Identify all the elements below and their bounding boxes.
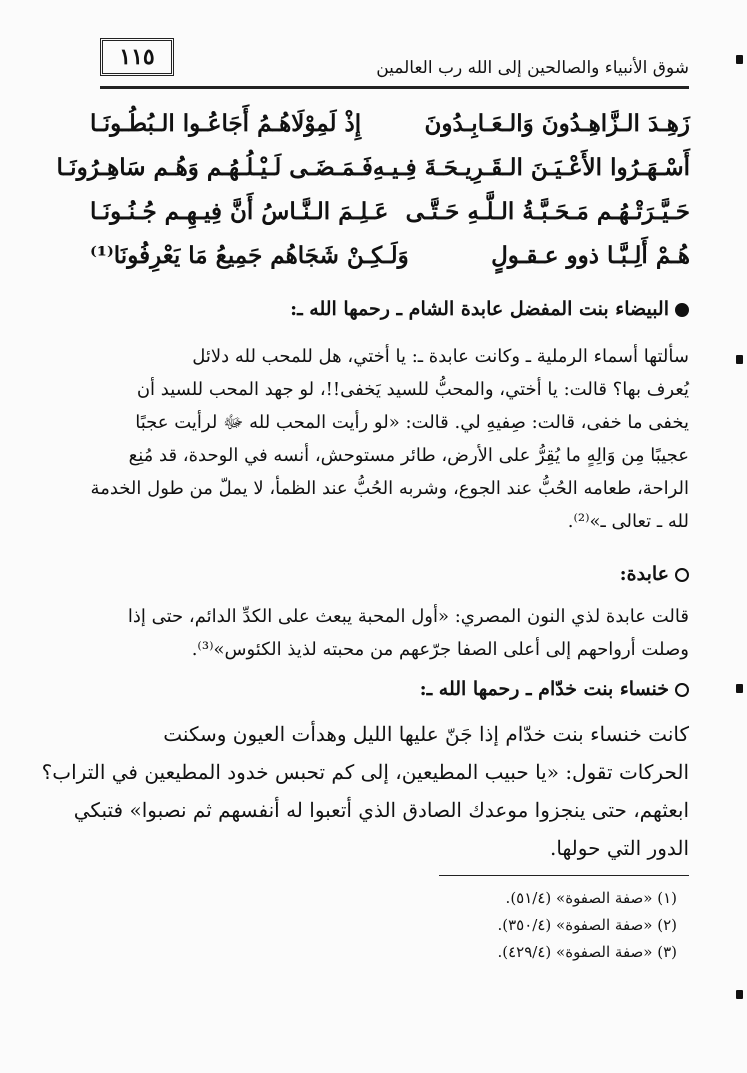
paragraph-line: يخفى ما خفى، قالت: صِفيهِ لي. قالت: «لو رأيت المحب لله ﷻ لرأيت عجبًا	[135, 412, 689, 433]
margin-mark	[736, 355, 743, 364]
poem-verse	[90, 198, 690, 242]
paragraph-line: الراحة، طعامه الحُبُّ عند الجوع، وشربه الحُبُّ عند الظمأ، لا يملّ من طول الخدمة	[90, 478, 689, 499]
page-number	[100, 38, 174, 76]
section-paragraph	[49, 600, 689, 666]
margin-mark	[736, 684, 743, 693]
footnote-divider	[439, 875, 689, 876]
section-heading	[420, 678, 689, 700]
paragraph-line: يُعرف بها؟ قالت: يا أختي، والمحبُّ للسيد يَخفى!!، لو جهد المحب للسيد أن	[136, 379, 689, 400]
verse-second-hemistich: فَـمَـضَـى لَـيْـلُـهُـم وَهُـم سَاهِـرُونَـا	[56, 154, 373, 181]
page-number-text: ١١٥	[119, 44, 155, 70]
verse-first-hemistich: أَسْـهَـرُوا الأَعْـيَـنَ الـقَـرِيـحَـةَ فِـيـهِ	[372, 154, 690, 181]
verse-first-hemistich: زَهِـدَ الـزَّاهِـدُونَ وَالـعَـابِـدُونَ	[424, 110, 690, 137]
paragraph-line: عجيبًا مِن وَالِهٍ ما يُقِرُّ على الأرض، طائر مستوحش، أنسه في الوحدة، قد مُنِع	[128, 445, 689, 466]
footnote: (٢) «صفة الصفوة» (٣٥٠/٤).	[497, 916, 677, 934]
margin-mark	[736, 55, 743, 64]
filled-circle-bullet-icon	[675, 303, 689, 317]
section-heading	[290, 298, 689, 320]
footnote: (١) «صفة الصفوة» (٥١/٤).	[505, 889, 677, 907]
paragraph-line: سألتها أسماء الرملية ـ وكانت عابدة ـ: يا أختي، هل للمحب لله دلائل	[192, 346, 689, 367]
header-divider	[100, 86, 689, 89]
section-heading-text: البيضاء بنت المفضل عابدة الشام ـ رحمها الله ـ:	[290, 298, 669, 320]
footnotes	[498, 885, 678, 966]
paragraph-line: الدور التي حولها.	[550, 836, 689, 860]
paragraph-line: لله ـ تعالى ـ»⁽²⁾.	[567, 511, 689, 532]
paragraph-line: كانت خنساء بنت خدّام إذا جَنّ عليها الليل وهدأت العيون وسكنت	[163, 722, 689, 746]
hollow-circle-bullet-icon	[675, 683, 689, 697]
verse-first-hemistich: هُـمْ أَلِـبَّـا ذوو عـقـولٍ	[491, 242, 690, 269]
poem	[56, 110, 690, 286]
section-heading-text: عابدة:	[619, 563, 669, 585]
hollow-circle-bullet-icon	[675, 568, 689, 582]
poem-verse	[56, 154, 690, 198]
paragraph-line: قالت عابدة لذي النون المصري: «أول المحبة يبعث على الكدِّ الدائم، حتى إذا	[127, 606, 689, 627]
paragraph-line: ابعثهم، حتى ينجزوا موعدك الصادق الذي أتعبوا له أنفسهم ثم نصبوا» فتبكي	[73, 798, 689, 822]
section-heading-text: خنساء بنت خدّام ـ رحمها الله ـ:	[419, 678, 669, 700]
margin-mark	[736, 990, 743, 999]
poem-verse	[90, 242, 690, 286]
running-title: شوق الأنبياء والصالحين إلى الله رب العالمين	[376, 58, 689, 78]
paragraph-line: وصلت أرواحهم إلى أعلى الصفا جرّعهم من محبته لذيذ الكئوس»⁽³⁾.	[191, 639, 689, 660]
footnote: (٣) «صفة الصفوة» (٤٢٩/٤).	[497, 943, 677, 961]
section-heading	[620, 563, 689, 585]
paragraph-line: الحركات تقول: «يا حبيب المطيعين، إلى كم تحبس خدود المطيعين في التراب؟	[41, 760, 689, 784]
section-paragraph	[41, 715, 689, 867]
verse-second-hemistich: إِذْ لَمِوْلَاهُـمُ أَجَاعُـوا الـبُطُـونَـا	[90, 110, 362, 137]
verse-first-hemistich: حَـيَّـرَتْـهُـم مَـحَـبَّـةُ الـلَّـهِ حَـتَّـى	[405, 198, 690, 225]
verse-second-hemistich: وَلَـكِـنْ شَجَاهُم جَمِيعُ مَا يَعْرِفُونَا⁽¹⁾	[90, 242, 409, 269]
verse-second-hemistich: عَـلِـمَ الـنَّـاسُ أَنَّ فِيـهِـم جُـنُـونَـا	[90, 198, 389, 225]
poem-verse	[90, 110, 690, 154]
section-paragraph	[49, 340, 689, 538]
